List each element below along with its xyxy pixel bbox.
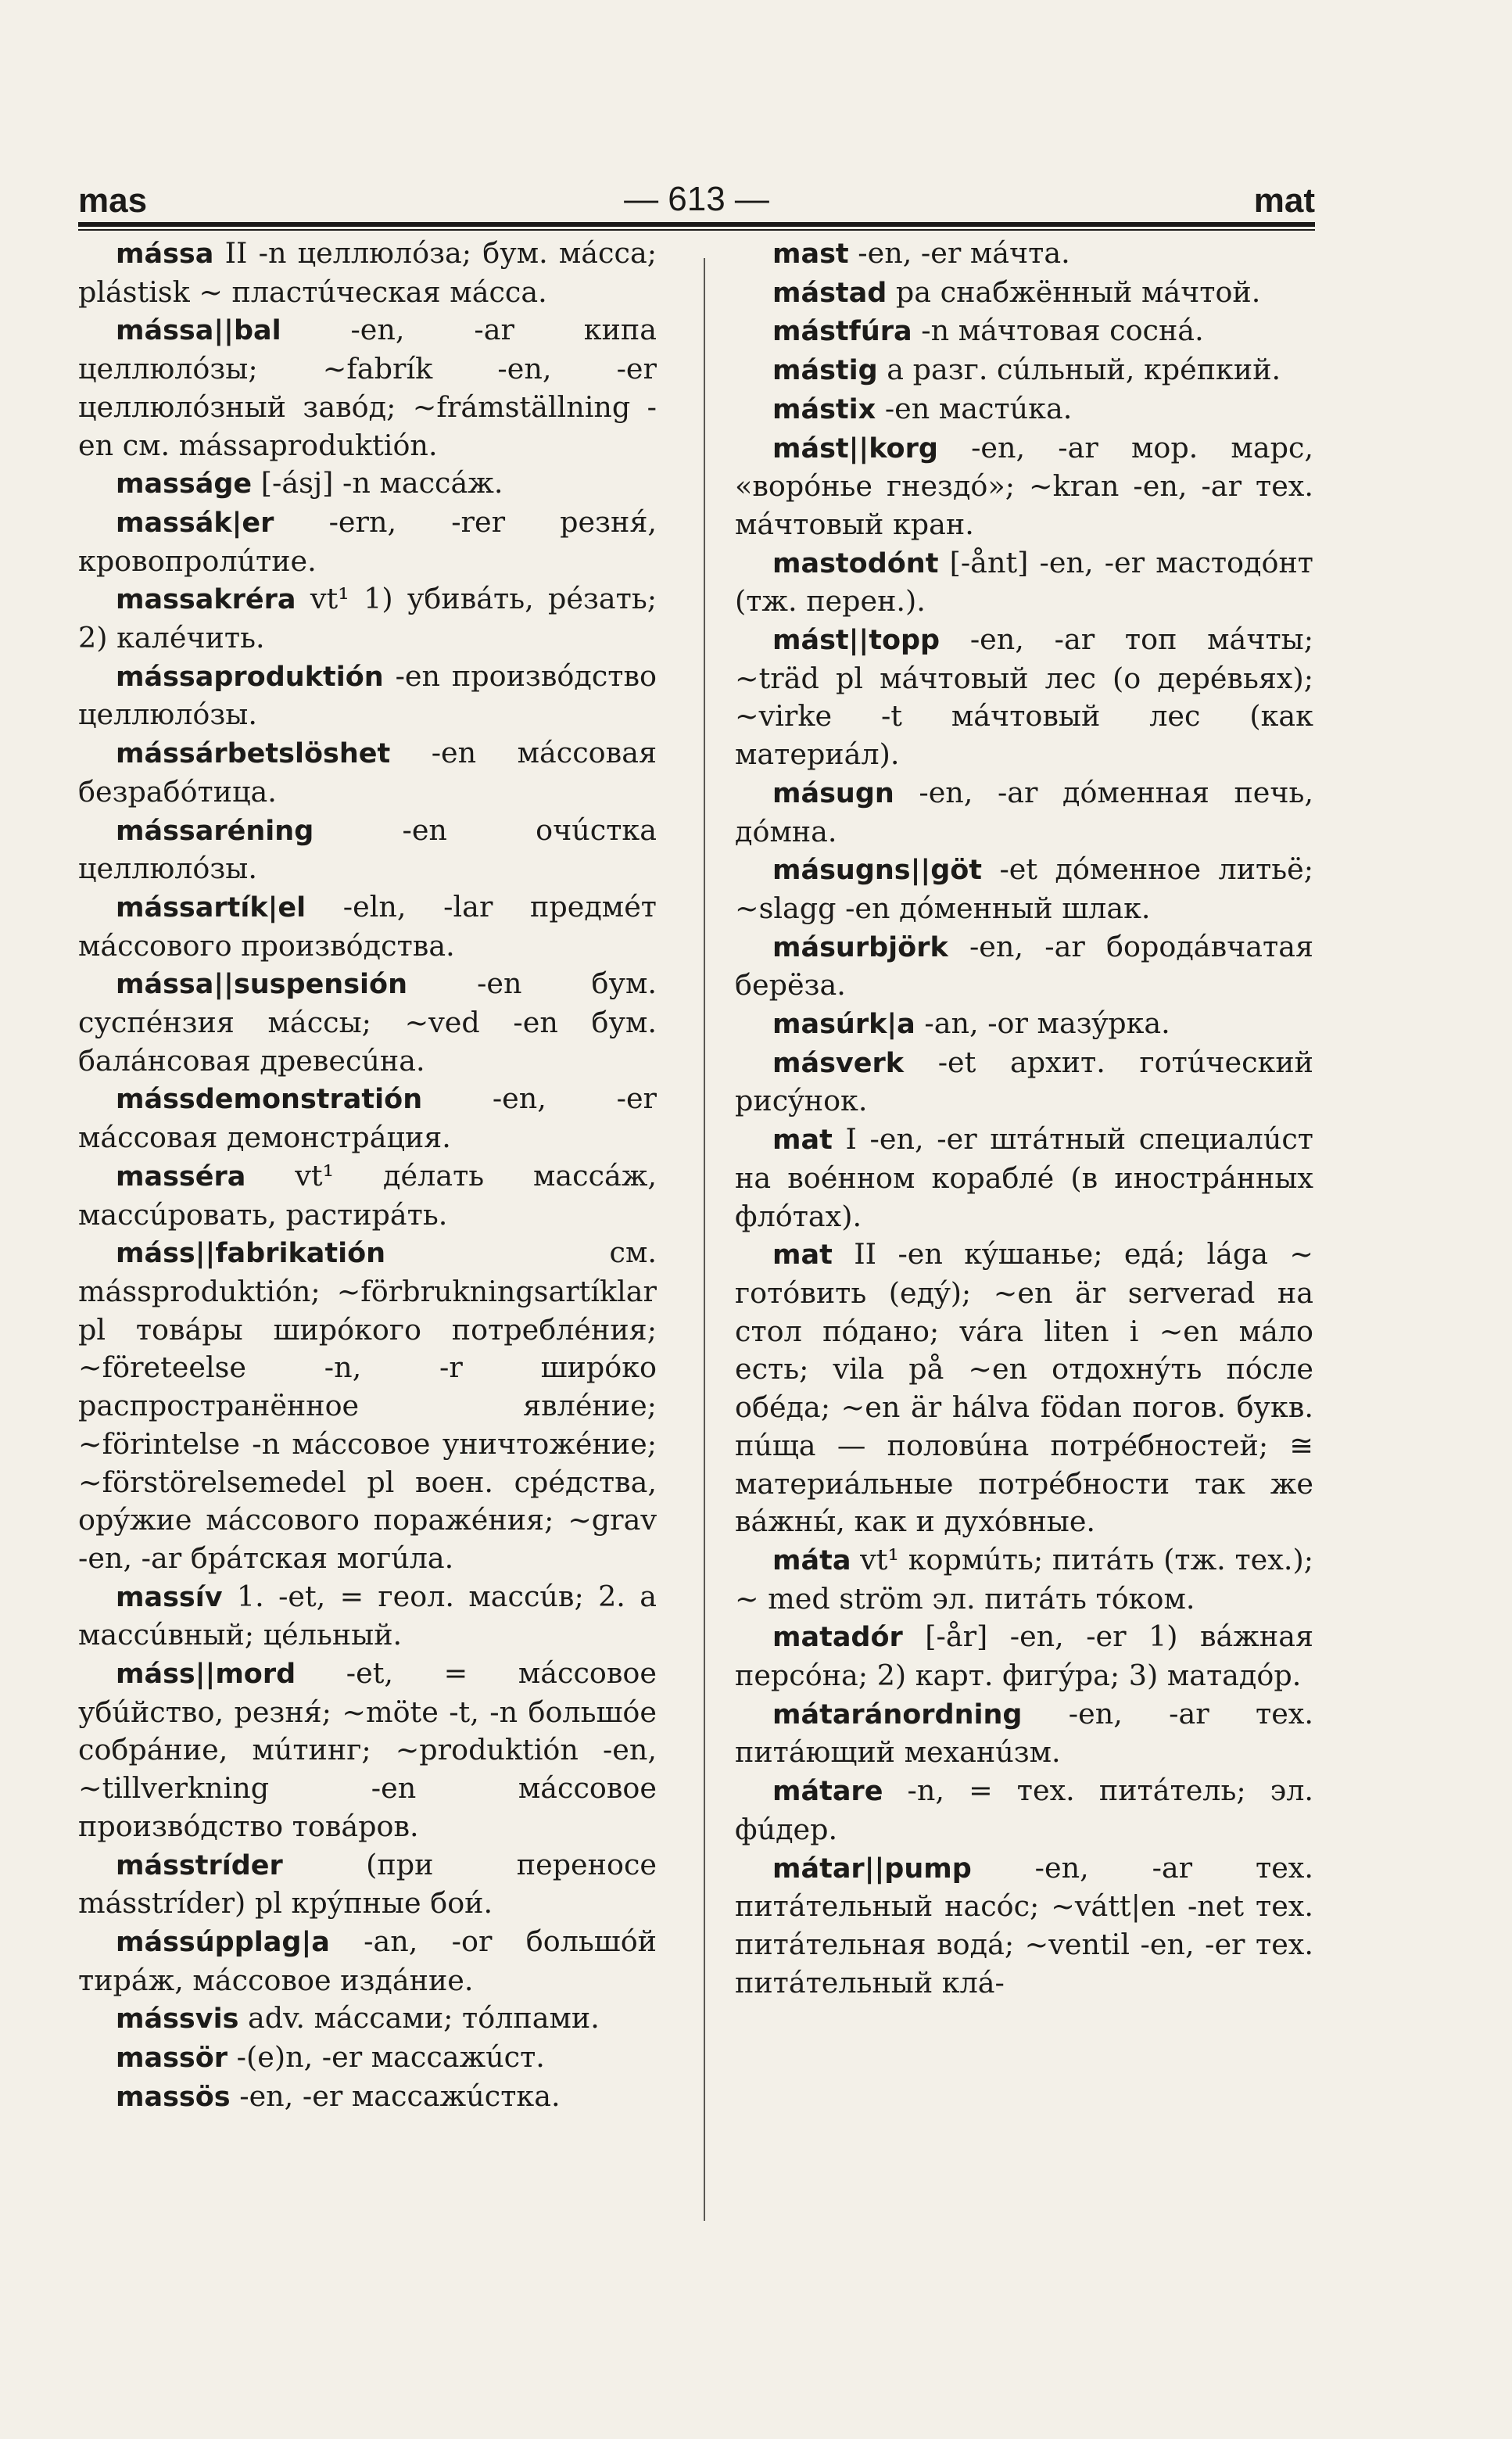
entry-definition: -en, -ar кипа целлюлóзы; ~fabrík -en, -er целлюлóзный завóд; ~frámställning -en см. mássaproduktión. xyxy=(78,313,657,462)
entry-headword: massakréra xyxy=(116,584,296,616)
entry-headword: máss||mord xyxy=(116,1659,296,1691)
entry-definition: II -en кýшанье; едá; lága ~ готóвить (едý); ~en är serverad на стол пóдано; vára liten i ~en мáло есть; vila på ~en отдохнýть пóсле обéда; ~en är hálva födan погов. букв. пúща — половúна потрéбностей; ≅ материáльные потрéбности так же вáжны́, как и духóвные. xyxy=(735,1237,1313,1539)
dictionary-entry xyxy=(78,734,657,811)
entry-headword: mátar||pump xyxy=(772,1853,972,1885)
dictionary-entry xyxy=(735,544,1313,621)
entry-headword: mast xyxy=(772,239,849,270)
entry-headword: mátare xyxy=(772,1776,883,1808)
header-rule xyxy=(78,222,1315,231)
entry-definition: -en, -ar тех. питáтельный насóс; ~vátt|en -net тех. питáтельная водá; ~ventil -en, -er тех. питáтельный клá- xyxy=(735,1850,1313,2000)
header-left-guide-word: mas xyxy=(78,181,148,220)
dictionary-entry xyxy=(78,1923,657,2000)
entry-headword: masságe xyxy=(116,468,253,500)
entry-definition: см. mássproduktión; ~förbrukningsartíklar pl товáры ширóкого потреблéния; ~företeelse -n, -r ширóко распространённое явлéние; ~förintelse -n мáссовое уничтожéние; ~förstörelsemedel pl воен. срéдства, орýжие мáссового поражéния; ~grav -en, -ar брáтская могúла. xyxy=(78,1236,657,1575)
entry-definition: -en, -ar тех. питáющий механúзм. xyxy=(735,1696,1313,1770)
dictionary-entry xyxy=(78,464,657,504)
dictionary-entry xyxy=(735,851,1313,927)
dictionary-entry xyxy=(78,1234,657,1577)
entry-headword: másverk xyxy=(772,1047,905,1079)
entry-definition: [-år] -en, -er 1) вáжная персóна; 2) карт. фигýра; 3) матадóр. xyxy=(735,1619,1313,1693)
entry-headword: mássartík|el xyxy=(116,891,306,924)
dictionary-entry xyxy=(78,2039,657,2078)
dictionary-entry xyxy=(78,235,657,311)
dictionary-entry xyxy=(78,580,657,657)
entry-definition: I -en, -er штáтный специалúст на воéнном корабле́ (в инострáнных флóтах). xyxy=(735,1122,1313,1233)
entry-headword: mássaproduktión xyxy=(116,661,384,693)
page-number: — 613 — xyxy=(624,180,769,218)
dictionary-entry xyxy=(735,1695,1313,1772)
entry-definition: -en мастúка. xyxy=(876,391,1073,425)
entry-headword: máta xyxy=(772,1544,851,1576)
entry-definition: -en, -er мáчта. xyxy=(848,236,1070,270)
dictionary-entry xyxy=(735,1044,1313,1121)
entry-headword: matadór xyxy=(772,1622,903,1654)
column-divider xyxy=(704,258,705,2221)
page-header xyxy=(78,174,1315,225)
dictionary-entry xyxy=(78,812,657,888)
dictionary-entry xyxy=(78,1655,657,1846)
entry-headword: mássúpplag|a xyxy=(116,1926,330,1958)
entry-definition: 1. -et, = геол. массúв; 2. a массúвный; цéльный. xyxy=(78,1579,657,1652)
header-right-guide-word: mat xyxy=(1253,181,1315,220)
right-column xyxy=(735,235,1313,2002)
dictionary-entry xyxy=(735,1772,1313,1849)
dictionary-entry xyxy=(735,1121,1313,1236)
entry-headword: másurbjörk xyxy=(772,931,948,963)
entry-headword: mástad xyxy=(772,277,887,309)
entry-definition: -en произвóдство целлюлóзы. xyxy=(78,658,657,732)
entry-headword: massák|er xyxy=(116,507,274,539)
entry-definition: -n, = тех. питáтель; эл. фúдер. xyxy=(735,1774,1313,1846)
entry-definition: pa снабжённый мáчтой. xyxy=(887,274,1261,309)
entry-headword: mat xyxy=(772,1124,833,1157)
entry-definition: -(e)n, -er массажúст. xyxy=(228,2040,545,2075)
entry-headword: mat xyxy=(772,1239,833,1272)
entry-definition: a разг. сúльный, крéпкий. xyxy=(877,353,1281,387)
dictionary-entry xyxy=(78,1157,657,1234)
entry-headword: mástfúra xyxy=(772,316,912,348)
left-column xyxy=(78,235,657,2116)
dictionary-entry xyxy=(735,1849,1313,2003)
entry-definition: -en, -er массажúстка. xyxy=(230,2079,561,2113)
entry-headword: másugns||göt xyxy=(772,855,983,887)
entry-definition: II -n целлюлóза; бум. мáсса; plástisk ~ пластúческая мáсса. xyxy=(78,236,657,309)
dictionary-entry xyxy=(735,1236,1313,1541)
entry-headword: masséra xyxy=(116,1160,246,1193)
entry-headword: másugn xyxy=(772,777,894,809)
entry-definition: -en, -ar топ мáчты; ~träd pl мáчтовый лес (о дерéвьях); ~virke -t мáчтовый лес (как материáл). xyxy=(735,622,1313,772)
dictionary-entry xyxy=(735,1541,1313,1618)
entry-definition: vt¹ 1) убивáть, рéзать; 2) калéчить. xyxy=(78,582,657,655)
entry-definition: [-ånt] -en, -er мастодóнт (тж. перен.). xyxy=(735,545,1313,619)
entry-definition: -en, -er мáссовая демонстрáция. xyxy=(78,1081,657,1155)
dictionary-entry xyxy=(78,965,657,1080)
entry-definition: -en мáссовая безрабóтица. xyxy=(78,736,657,809)
dictionary-entry xyxy=(78,1846,657,1923)
entry-headword: massös xyxy=(116,2081,231,2113)
dictionary-entry xyxy=(78,2000,657,2039)
entry-headword: mássa||bal xyxy=(116,315,281,347)
entry-definition: -en, -ar бородáвчатая берёза. xyxy=(735,929,1313,1003)
entry-headword: massív xyxy=(116,1581,223,1613)
entry-definition: -en очúстка целлюлóзы. xyxy=(78,812,657,886)
entry-headword: mástig xyxy=(772,355,878,387)
dictionary-entry xyxy=(735,1618,1313,1695)
dictionary-entry xyxy=(78,1578,657,1655)
dictionary-entry xyxy=(735,1005,1313,1044)
entry-headword: masúrk|a xyxy=(772,1009,915,1041)
dictionary-entry xyxy=(78,311,657,464)
dictionary-entry xyxy=(735,274,1313,313)
entry-definition: [-ásj] -n массáж. xyxy=(252,466,503,500)
entry-definition: -n мáчтовая соснá. xyxy=(912,314,1204,348)
entry-definition: -ern, -rer резня́, кровопролúтие. xyxy=(78,504,657,578)
entry-headword: mássvis xyxy=(116,2003,239,2035)
entry-definition: adv. мáссами; тóлпами. xyxy=(238,2001,600,2035)
entry-headword: mássdemonstratión xyxy=(116,1084,423,1116)
dictionary-entry xyxy=(735,774,1313,851)
entry-headword: massör xyxy=(116,2043,228,2075)
entry-headword: mássaréning xyxy=(116,815,314,847)
dictionary-entry xyxy=(735,621,1313,774)
entry-headword: mást||korg xyxy=(772,432,938,464)
entry-definition: -et архит. готúческий рисýнок. xyxy=(735,1045,1313,1118)
dictionary-entry xyxy=(735,312,1313,351)
dictionary-entry xyxy=(78,1080,657,1157)
entry-definition: -en бум. суспéнзия мáссы; ~ved -en бум. балáнсовая древесúна. xyxy=(78,967,657,1078)
entry-definition: -en, -ar дóменная печь, дóмна. xyxy=(735,775,1313,848)
entry-definition: -an, -or мазýрка. xyxy=(915,1006,1170,1041)
entry-headword: mástix xyxy=(772,393,876,425)
entry-definition: -et дóменное литьё; ~slagg -en дóменный шлак. xyxy=(735,852,1313,925)
dictionary-entry xyxy=(735,928,1313,1005)
entry-definition: vt¹ кормúть; питáть (тж. тех.); ~ med ström эл. питáть тóком. xyxy=(735,1542,1313,1616)
entry-definition: -an, -or большóй тирáж, мáссовое издáние. xyxy=(78,1924,657,1997)
dictionary-entry xyxy=(78,658,657,734)
entry-headword: máss||fabrikatión xyxy=(116,1238,386,1270)
entry-definition: -et, = мáссовое убúйство, резня́; ~möte -t, -n большóе собрáние, мúтинг; ~produktión -en, ~tillverkning -en мáссовое произвóдство товáров. xyxy=(78,1656,657,1843)
entry-headword: mássa||suspensión xyxy=(116,969,408,1001)
entry-definition: -en, -ar мор. марс, «ворóнье гнездó»; ~kran -en, -ar тех. мáчтовый кран. xyxy=(735,430,1313,541)
entry-headword: mást||topp xyxy=(772,625,941,657)
dictionary-entry xyxy=(78,888,657,965)
entry-headword: másstríder xyxy=(116,1849,283,1881)
entry-definition: -eln, -lar предмéт мáссового произвóдства. xyxy=(78,889,657,963)
entry-headword: mássárbetslöshet xyxy=(116,738,391,770)
entry-headword: mastodónt xyxy=(772,547,939,579)
entry-definition: vt¹ дéлать массáж, массúровать, растирáть. xyxy=(78,1158,657,1232)
dictionary-entry xyxy=(735,351,1313,390)
dictionary-entry xyxy=(735,429,1313,544)
dictionary-entry xyxy=(78,504,657,580)
entry-headword: mássa xyxy=(116,239,214,270)
dictionary-entry xyxy=(735,390,1313,429)
entry-headword: mátaránordning xyxy=(772,1698,1023,1731)
entry-definition: (при переносе másstríder) pl крýпные бои́. xyxy=(78,1847,657,1921)
dictionary-entry xyxy=(735,235,1313,274)
dictionary-entry xyxy=(78,2078,657,2117)
